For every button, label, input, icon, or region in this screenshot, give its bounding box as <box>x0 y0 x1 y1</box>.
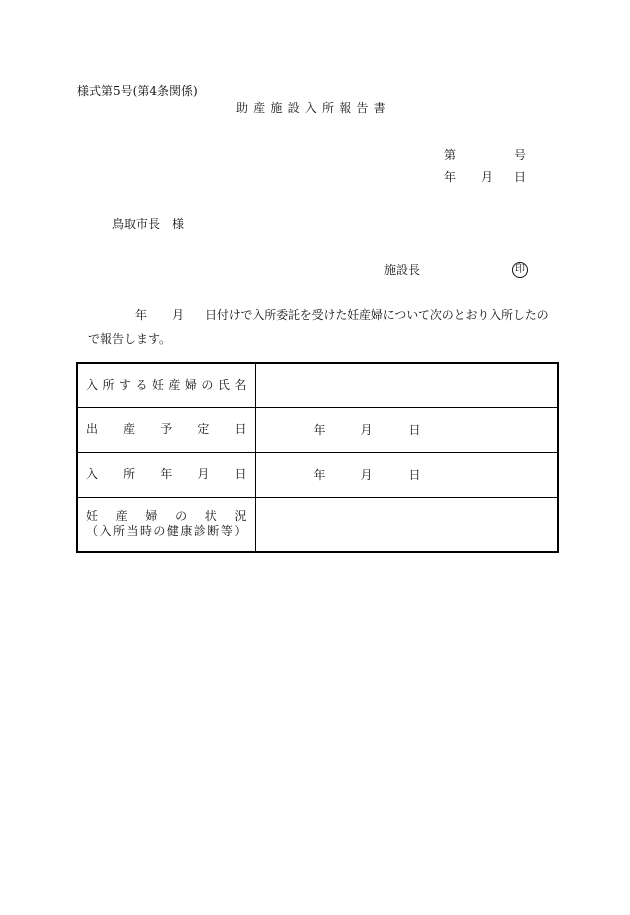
sender-title: 施設長 <box>384 263 421 277</box>
admission-date-year: 年 <box>313 467 326 482</box>
addressee: 鳥取市長 様 <box>112 217 185 231</box>
label-char: 健 <box>166 524 179 539</box>
table-row <box>77 497 558 552</box>
label-char: 状 <box>204 509 217 524</box>
seal-mark: 印 <box>512 262 528 278</box>
value-cell-name <box>255 363 558 407</box>
label-char: の <box>153 524 166 539</box>
table-row <box>77 407 558 452</box>
label-char: 入 <box>99 524 112 539</box>
table-row <box>77 363 558 407</box>
label-char: 所 <box>112 524 125 539</box>
label-char: 名 <box>234 377 247 392</box>
table-row <box>77 452 558 497</box>
label-char: す <box>118 377 131 392</box>
label-char: 婦 <box>184 377 197 392</box>
reference-date-day: 日 <box>514 170 527 184</box>
row-label-due-date <box>86 422 247 437</box>
label-char: （ <box>86 524 99 539</box>
row-label-condition <box>86 509 247 524</box>
admission-date-day: 日 <box>408 467 421 482</box>
label-char: 予 <box>160 422 173 436</box>
label-char: 妊 <box>151 377 164 392</box>
value-cell-due-date <box>255 407 558 452</box>
label-char: 日 <box>234 422 247 436</box>
label-char: 況 <box>234 509 247 524</box>
row-sublabel-condition <box>86 524 247 539</box>
label-char: 時 <box>139 524 152 539</box>
label-char: 入 <box>86 377 99 392</box>
body-month: 月 <box>172 308 185 322</box>
body-line-2: で報告します。 <box>88 332 172 346</box>
label-char: 当 <box>126 524 139 539</box>
body-line-1: 日付けで入所委託を受けた妊産婦について次のとおり入所したの <box>205 308 549 322</box>
document-title: 助産施設入所報告書 <box>236 101 391 115</box>
label-char: る <box>135 377 148 392</box>
reference-date-year: 年 <box>444 170 457 184</box>
admission-date-month: 月 <box>360 467 373 482</box>
value-cell-admission-date <box>255 452 558 497</box>
row-label-name <box>86 378 247 393</box>
label-char: 月 <box>197 467 210 481</box>
label-char: 産 <box>168 377 181 392</box>
form-number: 様式第5号(第4条関係) <box>77 84 198 98</box>
label-char: 年 <box>160 467 173 481</box>
label-char: 所 <box>102 377 115 392</box>
label-cell <box>77 363 255 407</box>
label-char: 氏 <box>217 377 230 392</box>
label-char: 断 <box>207 524 220 539</box>
label-char: 出 <box>86 422 99 436</box>
due-date-day: 日 <box>408 422 421 437</box>
reference-date-month: 月 <box>481 170 494 184</box>
label-cell <box>77 497 255 552</box>
label-char: 産 <box>115 509 128 524</box>
label-char: の <box>175 509 188 524</box>
row-label-admission-date <box>86 467 247 482</box>
body-year: 年 <box>135 308 148 322</box>
label-char: 康 <box>180 524 193 539</box>
label-char: 入 <box>86 467 99 481</box>
reference-number-suffix: 号 <box>514 148 527 162</box>
label-cell <box>77 407 255 452</box>
due-date-month: 月 <box>360 422 373 437</box>
label-char: 産 <box>123 422 136 436</box>
label-char: 日 <box>234 467 247 481</box>
report-table <box>76 362 559 553</box>
due-date-year: 年 <box>313 422 326 437</box>
label-char: ） <box>234 524 247 539</box>
reference-number-prefix: 第 <box>444 148 457 162</box>
label-char: 等 <box>220 524 233 539</box>
label-char: 定 <box>197 422 210 436</box>
label-char: の <box>201 377 214 392</box>
label-cell <box>77 452 255 497</box>
label-char: 妊 <box>86 509 99 524</box>
label-char: 診 <box>193 524 206 539</box>
value-cell-condition <box>255 497 558 552</box>
label-char: 婦 <box>145 509 158 524</box>
label-char: 所 <box>123 467 136 481</box>
